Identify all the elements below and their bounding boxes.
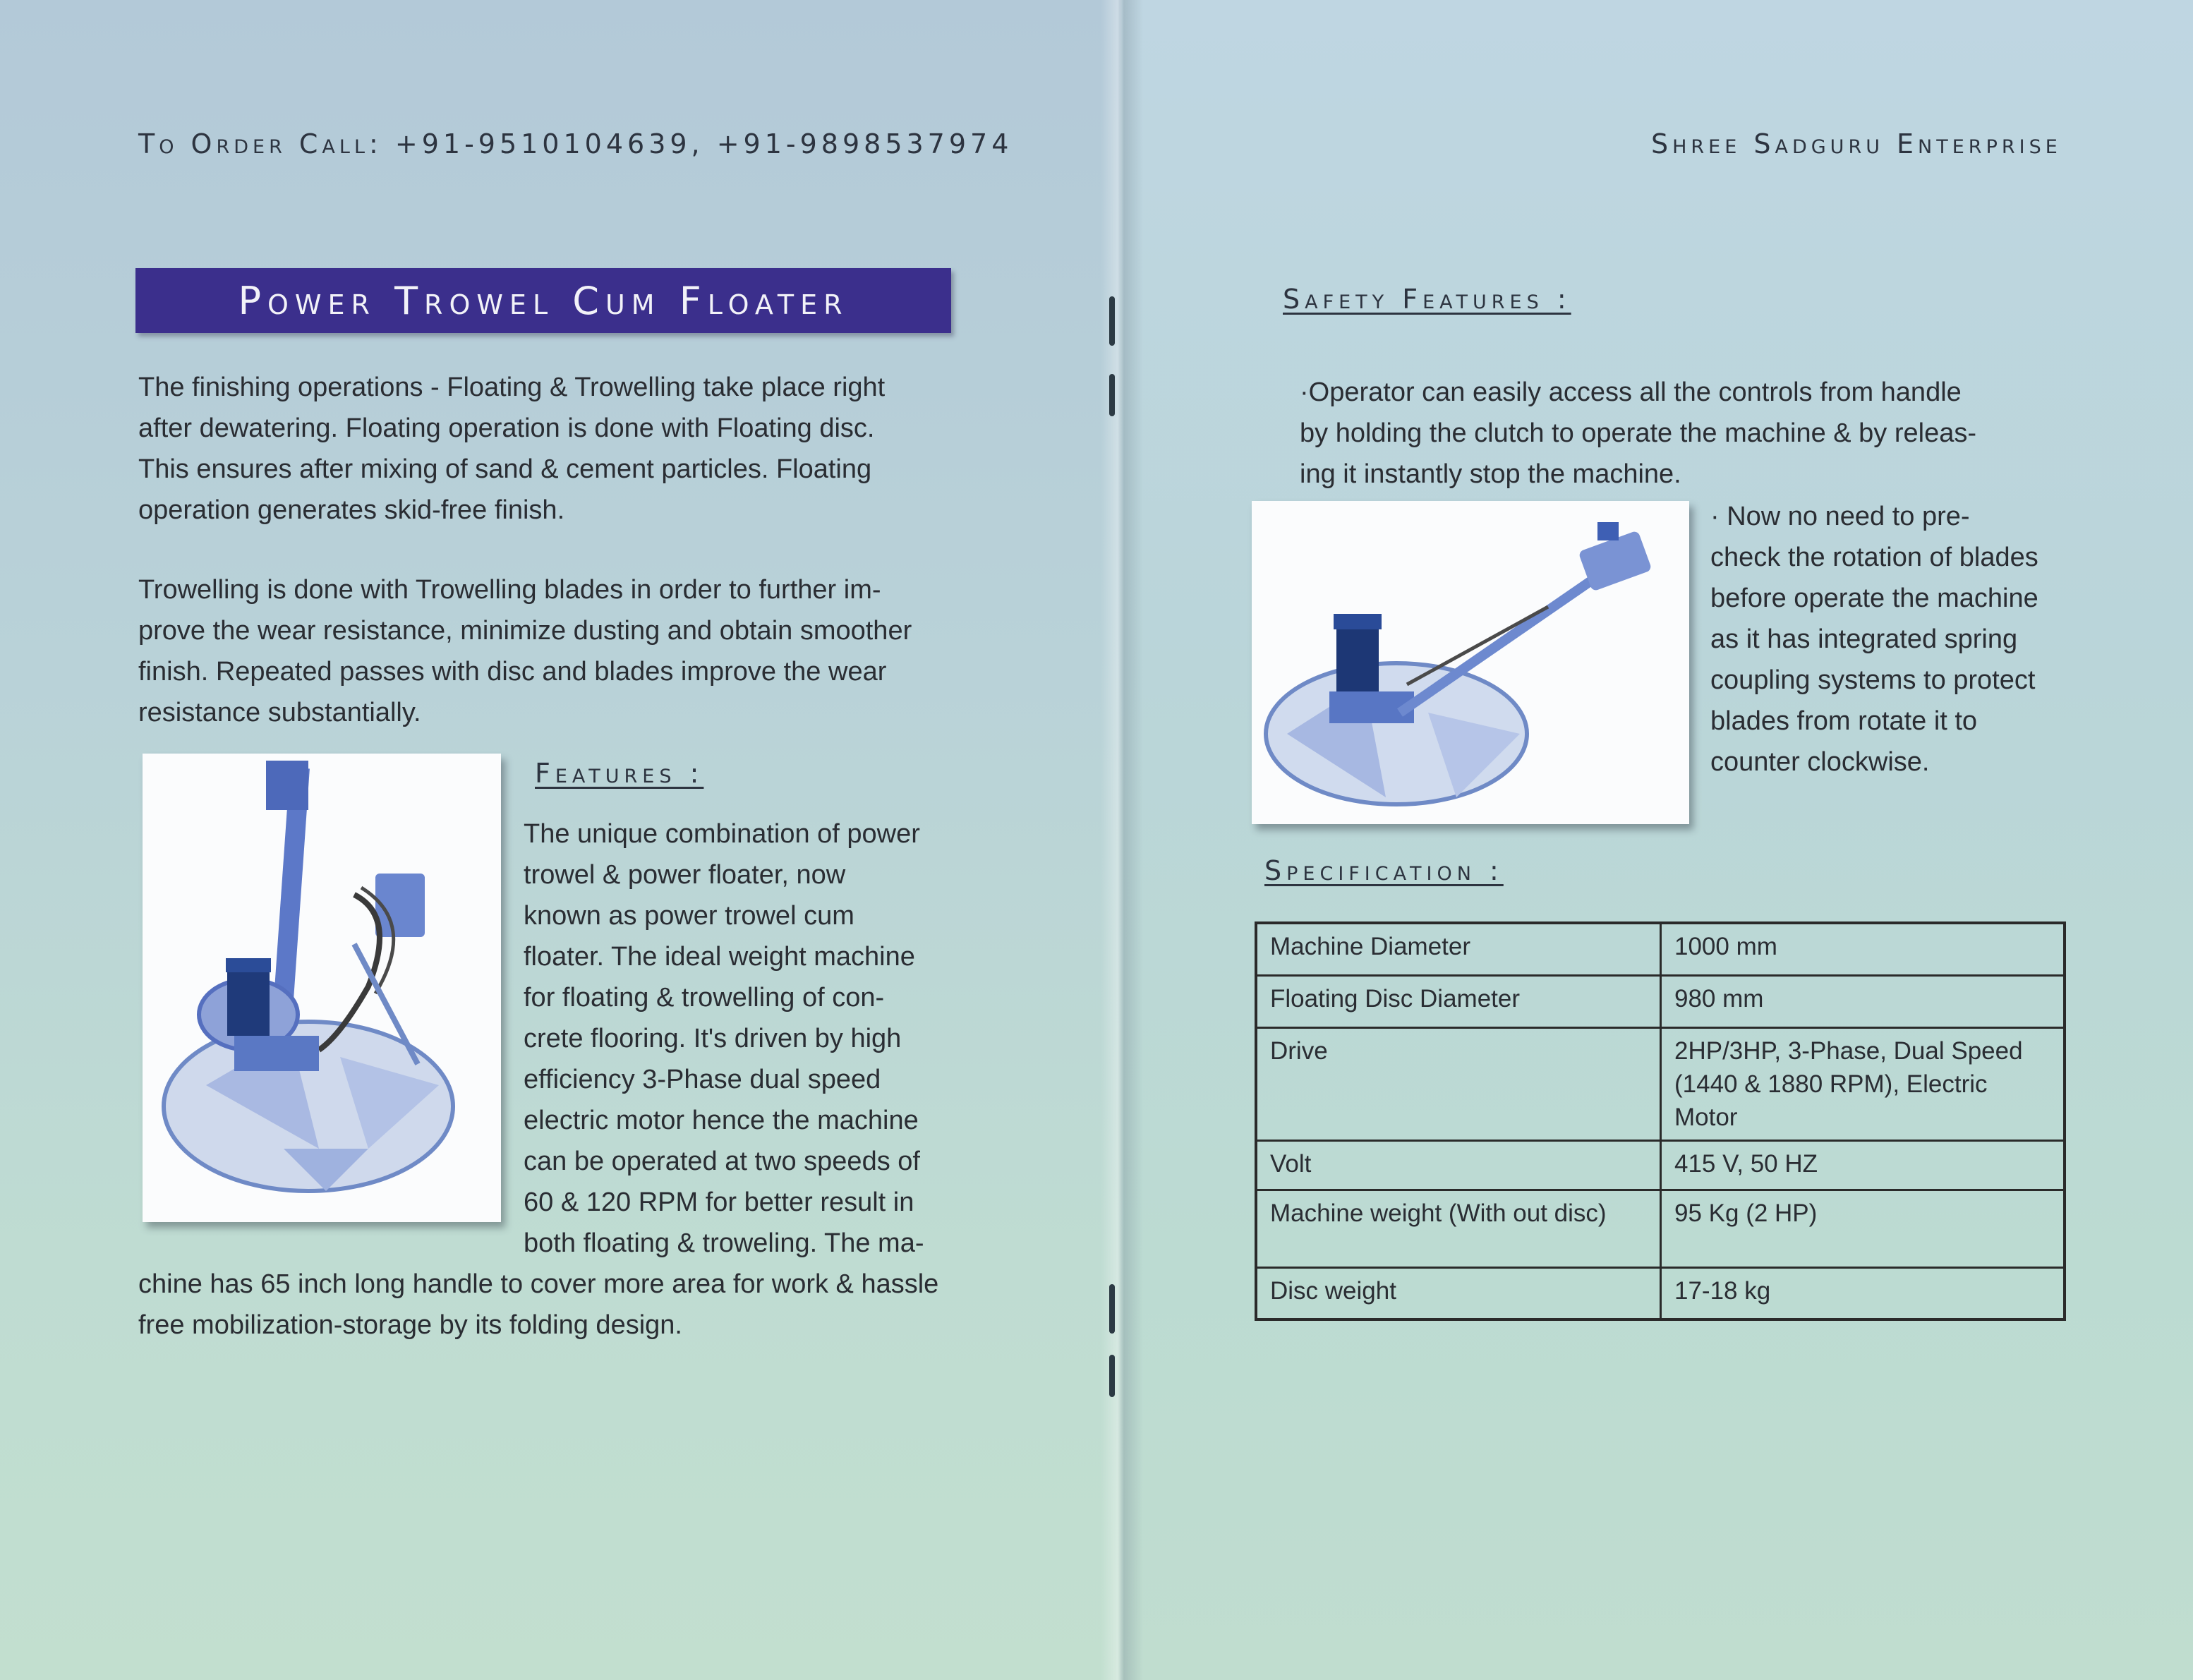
text-line: counter clockwise. [1710, 747, 1930, 777]
page-title: Power Trowel Cum Floater [135, 268, 951, 333]
specification-heading: Specification : [1264, 855, 1504, 886]
features-paragraph-tail [138, 1264, 1056, 1346]
text-line: free mobilization-storage by its folding design. [138, 1310, 682, 1340]
staple [1109, 374, 1115, 416]
text-line: operation generates skid-free finish. [138, 495, 565, 525]
spec-value: 2HP/3HP, 3-Phase, Dual Speed (1440 & 1880 RPM), Electric Motor [1661, 1027, 2065, 1140]
text-line: 60 & 120 RPM for better result in [524, 1188, 914, 1217]
safety-paragraph [1300, 372, 2048, 495]
table-row [1256, 1267, 2065, 1319]
staple [1109, 1355, 1115, 1397]
specification-table [1255, 921, 2066, 1321]
table-row [1256, 975, 2065, 1027]
trowelling-paragraph [138, 569, 1027, 733]
text-line: known as power trowel cum [524, 901, 854, 931]
text-line: prove the wear resistance, minimize dusting and obtain smoother [138, 616, 912, 646]
text-line: · Now no need to pre- [1710, 502, 1970, 531]
text-line: efficiency 3-Phase dual speed [524, 1065, 881, 1094]
spec-value: 415 V, 50 HZ [1661, 1140, 2065, 1190]
text-line: crete flooring. It's driven by high [524, 1024, 902, 1053]
text-line: ·Operator can easily access all the controls from handle [1300, 377, 1962, 407]
right-page [1120, 0, 2193, 1680]
spec-label: Machine weight (With out disc) [1256, 1190, 1661, 1267]
company-header: Shree Sadguru Enterprise [1651, 128, 2062, 159]
text-line: This ensures after mixing of sand & cement particles. Floating [138, 454, 872, 484]
text-line: The finishing operations - Floating & Trowelling take place right [138, 373, 886, 402]
staple [1109, 1284, 1115, 1334]
text-line: chine has 65 inch long handle to cover more area for work & hassle [138, 1269, 939, 1299]
text-line: Trowelling is done with Trowelling blades in order to further im- [138, 575, 881, 605]
text-line: before operate the machine [1710, 584, 2038, 613]
spec-label: Machine Diameter [1256, 923, 1661, 975]
table-row [1256, 1140, 2065, 1190]
text-line: as it has integrated spring [1710, 624, 2018, 654]
spec-label: Volt [1256, 1140, 1661, 1190]
table-row [1256, 1027, 2065, 1140]
spec-label: Floating Disc Diameter [1256, 975, 1661, 1027]
staple [1109, 296, 1115, 346]
features-heading: Features : [535, 758, 704, 789]
spec-value: 1000 mm [1661, 923, 2065, 975]
text-line: coupling systems to protect [1710, 665, 2036, 695]
table-row [1256, 1190, 2065, 1267]
spec-value: 17-18 kg [1661, 1267, 2065, 1319]
intro-paragraph [138, 367, 999, 531]
spec-label: Disc weight [1256, 1267, 1661, 1319]
spec-value: 980 mm [1661, 975, 2065, 1027]
text-line: finish. Repeated passes with disc and blades improve the wear [138, 657, 887, 687]
power-trowel-photo [143, 754, 501, 1222]
text-line: for floating & trowelling of con- [524, 983, 885, 1013]
text-line: by holding the clutch to operate the machine & by releas- [1300, 418, 1977, 448]
text-line: floater. The ideal weight machine [524, 942, 915, 972]
text-line: The unique combination of power [524, 819, 920, 849]
blades-paragraph [1710, 496, 2077, 782]
trowel-handle-image [1252, 501, 1689, 824]
table-row [1256, 923, 2065, 975]
text-line: blades from rotate it to [1710, 706, 1978, 736]
safety-features-heading: Safety Features : [1283, 284, 1571, 315]
text-line: ing it instantly stop the machine. [1300, 459, 1681, 489]
text-line: both floating & troweling. The ma- [524, 1228, 924, 1258]
power-trowel-image [143, 754, 501, 1222]
text-line: can be operated at two speeds of [524, 1147, 920, 1176]
booklet-spine [1101, 0, 1143, 1680]
text-line: resistance substantially. [138, 698, 421, 727]
trowel-handle-photo [1252, 501, 1689, 824]
text-line: trowel & power floater, now [524, 860, 846, 890]
spec-value: 95 Kg (2 HP) [1661, 1190, 2065, 1267]
text-line: check the rotation of blades [1710, 543, 2038, 572]
text-line: after dewatering. Floating operation is done with Floating disc. [138, 413, 875, 443]
features-paragraph [524, 814, 989, 1264]
spec-label: Drive [1256, 1027, 1661, 1140]
order-call-header: To Order Call: +91-9510104639, +91-9898537974 [138, 128, 1013, 159]
text-line: electric motor hence the machine [524, 1106, 919, 1135]
